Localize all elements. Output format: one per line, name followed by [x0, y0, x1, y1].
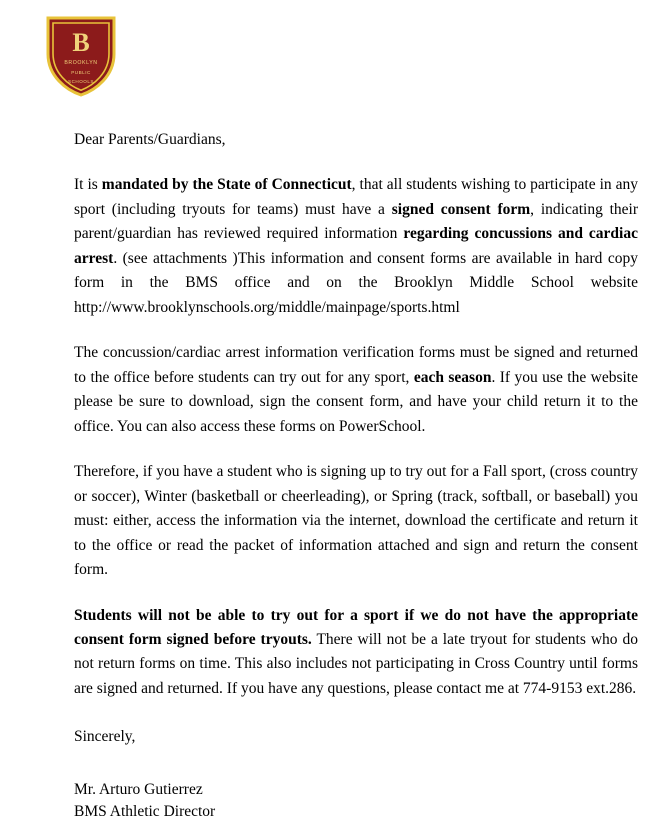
- p1-seg1: It is: [74, 176, 102, 194]
- p1-seg2: , that all students wishing to participate in any sport (including tryouts for teams) must have a: [74, 176, 639, 218]
- svg-text:BROOKLYN: BROOKLYN: [64, 60, 98, 66]
- p1-bold1: mandated by the State of Connecticut: [101, 176, 352, 194]
- paragraph-seasons: [74, 460, 638, 582]
- p4-bold1: Students will not be able to try out for a sport if we do not have the appropriate consent form signed before tryouts.: [74, 606, 638, 648]
- paragraph-mandate: [74, 173, 638, 320]
- p2-seg2: . If you use the website please be sure to download, sign the consent form, and have your child return it to the office. You can also access these forms on PowerSchool.: [74, 368, 638, 435]
- p1-bold3: regarding concussions and cardiac arrest: [74, 225, 638, 267]
- svg-text:PUBLIC: PUBLIC: [71, 70, 91, 75]
- p1-seg3: , indicating their parent/guardian has reviewed required information: [74, 200, 639, 243]
- paragraph-verification-forms: [74, 341, 638, 439]
- shield-icon: [44, 14, 118, 98]
- signer-title: BMS Athletic Director: [74, 803, 216, 821]
- p4-seg1: There will not be a late tryout for students who do not return forms on time. This also includes not participating in Cross Country until forms are signed and returned. If you have any questions, please contact me at 774-9153 ext.286.: [74, 631, 638, 697]
- paragraph-tryout-warning: [74, 604, 638, 702]
- brooklyn-public-schools-logo: [44, 14, 118, 98]
- p1-bold2: signed consent form: [391, 200, 531, 218]
- p3-seg1: Therefore, if you have a student who is signing up to try out for a Fall sport, (cross country or soccer), Winter (basketball or cheerleading), or Spring (track, softball, or baseball) you must: either, access the information via the internet, download the certificate and return it to the office or read the packet of information attached and sign and return the consent form.: [74, 463, 638, 579]
- signature-block: [74, 779, 638, 824]
- svg-text:SCHOOLS: SCHOOLS: [68, 79, 94, 84]
- svg-text:B: B: [72, 28, 90, 57]
- letter-body: [74, 128, 638, 824]
- p2-bold1: each season: [413, 368, 492, 386]
- closing: Sincerely,: [74, 728, 136, 746]
- signer-name: Mr. Arturo Gutierrez: [74, 780, 203, 798]
- salutation: Dear Parents/Guardians,: [74, 131, 226, 148]
- p1-seg4: . (see attachments )This information and consent forms are available in hard copy form in the BMS office and on the Brooklyn Middle School website http://www.brooklynschools.org/middle/mainpage/sports.html: [74, 249, 638, 316]
- p2-seg1: The concussion/cardiac arrest information verification forms must be signed and returned to the office before students can try out for any sport,: [74, 344, 638, 386]
